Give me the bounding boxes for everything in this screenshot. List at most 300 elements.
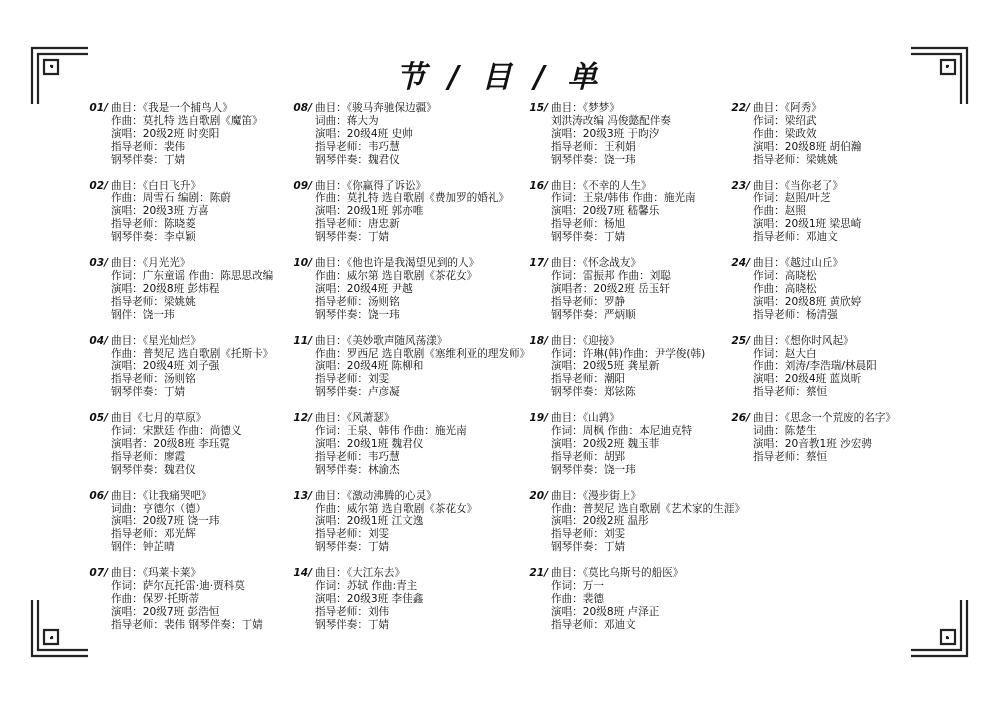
program-text: 演唱：20音教1班 沙宏骋 [753,437,872,450]
program-text: 曲目：《迎接》 [551,334,620,347]
program-detail-line [720,283,896,296]
program-number: 02/ [89,179,108,192]
program-text: 钢琴伴奏：丁婧 [551,231,626,244]
program-detail-line [720,141,896,154]
program-number: 15/ [529,102,548,114]
program-detail-line [720,348,896,361]
program-text: 作曲：梁政效 [753,127,817,140]
program-detail-line [282,425,530,438]
program-detail-line [78,283,273,296]
program-text: 作曲：普契尼 选自歌剧《托斯卡》 [111,347,274,360]
program-detail-line [518,593,745,606]
program-number: 20/ [529,489,548,502]
program-detail-line [282,309,530,322]
program-item [282,180,530,245]
program-text: 作词：王泉、韩伟 作曲：施光南 [315,425,467,438]
program-title-line [78,490,273,503]
program-text: 曲目：《山鹑》 [551,412,620,425]
program-title-line [720,257,896,270]
program-text: 钢琴伴奏：饶一玮 [551,153,636,166]
program-text: 曲目：《骏马奔驰保边疆》 [315,102,437,114]
program-text: 演唱者：20级8班 李珏霓 [111,437,230,450]
program-item [78,257,273,322]
program-number: 16/ [529,179,548,192]
program-text: 作曲：高晓松 [753,282,817,295]
program-detail-line [78,270,273,283]
program-text: 作曲：威尔第 选自歌剧《茶花女》 [315,269,478,282]
program-text: 作词：梁绍武 [753,114,817,127]
program-text: 钢琴伴奏：严炳顺 [551,308,636,321]
program-detail-line [518,464,745,477]
program-detail-line [282,386,530,399]
program-detail-line [720,360,896,373]
program-title-line [78,180,273,193]
program-text: 曲目：《莫比乌斯号的船医》 [551,567,684,580]
program-text: 演唱：20级2班 魏玉菲 [551,437,660,450]
program-text: 演唱：20级8班 胡伯瀚 [753,140,862,153]
program-item [720,257,896,322]
program-detail-line [720,309,896,322]
program-detail-line [720,296,896,309]
program-text: 指导老师：邓迪文 [753,231,838,244]
program-detail-line [720,218,896,231]
program-text: 演唱：20级3班 方喜 [111,205,209,218]
program-text: 指导老师：廖霞 [111,450,186,463]
program-text: 演唱：20级4班 蓝岚昕 [753,373,862,386]
program-text: 作词：宋默廷 作曲：尚德义 [111,425,242,438]
program-text: 钢琴伴奏：李卓颖 [111,231,196,244]
program-text: 钢琴伴奏：林渝杰 [315,463,400,476]
program-detail-line [518,115,745,128]
program-text: 演唱：20级4班 刘子强 [111,360,220,373]
program-text: 钢琴伴奏：丁婧 [315,618,390,631]
program-detail-line [720,373,896,386]
program-text: 词曲：蒋大为 [315,114,379,127]
program-text: 指导老师：裴伟 [111,140,186,153]
program-text: 演唱：20级1班 江文逸 [315,515,424,528]
program-detail-line [518,205,745,218]
program-text: 指导老师：王利娟 [551,140,636,153]
program-detail-line [282,115,530,128]
program-column [518,102,745,645]
program-number: 17/ [529,257,548,270]
program-item [78,412,273,477]
program-text: 演唱：20级3班 李佳鑫 [315,593,424,605]
program-text: 演唱：20级8班 黄欣婷 [753,295,862,308]
program-detail-line [282,296,530,309]
program-text: 曲目：《月光光》 [111,257,191,270]
program-number: 13/ [293,489,312,502]
program-number: 18/ [529,334,548,347]
program-text: 曲目：《阿秀》 [753,102,822,114]
program-text: 演唱：20级5班 龚星新 [551,360,660,373]
program-detail-line [282,128,530,141]
program-detail-line [282,192,530,205]
program-text: 钢琴伴奏：魏君仪 [111,463,196,476]
program-item [518,412,745,477]
program-detail-line [720,192,896,205]
program-column [78,102,273,645]
program-text: 指导老师：裴伟 钢琴伴奏：丁婧 [111,618,263,631]
program-text: 钢琴伴奏：丁婧 [315,541,390,554]
program-detail-line [518,141,745,154]
program-detail-line [518,373,745,386]
program-text: 演唱：20级7班 饶一玮 [111,515,220,528]
program-detail-line [518,154,745,167]
program-text: 指导老师：汤则铭 [315,295,400,308]
program-item [720,180,896,245]
program-number: 09/ [293,179,312,192]
program-detail-line [518,128,745,141]
program-title-line [282,335,530,348]
program-title-line [282,102,530,115]
program-number: 05/ [89,412,108,425]
program-detail-line [518,296,745,309]
program-text: 作曲：赵照 [753,205,806,218]
program-detail-line [518,541,745,554]
program-title-line [518,412,745,425]
program-item [282,102,530,167]
program-text: 刘洪涛改编 冯俊懿配伴奏 [551,114,671,127]
program-text: 钢琴伴奏：丁婧 [551,541,626,554]
program-column [720,102,896,477]
program-title-line [518,257,745,270]
program-detail-line [78,296,273,309]
program-text: 曲目：《怀念战友》 [551,257,642,270]
program-detail-line [78,128,273,141]
program-detail-line [282,593,530,606]
program-text: 指导老师：刘雯 [551,528,626,541]
program-text: 指导老师：刘伟 [315,605,390,618]
program-number: 03/ [89,257,108,270]
program-detail-line [78,580,273,593]
program-detail-line [78,528,273,541]
corner-ornament-top-right [911,44,971,104]
program-text: 钢伴：钟芷晴 [111,541,175,554]
program-item [78,102,273,167]
program-detail-line [78,360,273,373]
program-text: 曲目：《当你老了》 [753,179,844,192]
program-text: 曲目《七月的草原》 [111,412,207,425]
program-text: 指导老师：唐忠新 [315,218,400,231]
program-detail-line [518,580,745,593]
program-text: 曲目：《星光灿烂》 [111,334,202,347]
program-text: 作曲：刘涛/李浩瑞/林晨阳 [753,360,877,373]
program-detail-line [78,386,273,399]
program-title-line [518,490,745,503]
program-detail-line [518,606,745,619]
program-number: 10/ [293,257,312,270]
program-text: 演唱：20级8班 彭炜程 [111,282,220,295]
program-text: 指导老师：罗静 [551,295,626,308]
program-text: 作曲：罗西尼 选自歌剧《塞维利亚的理发师》 [315,347,531,360]
program-text: 曲目：《风萧瑟》 [315,412,395,425]
program-text: 曲目：《不幸的人生》 [551,179,652,192]
program-title-line [282,412,530,425]
program-text: 曲目：《大江东去》 [315,567,406,580]
program-detail-line [518,386,745,399]
program-detail-line [78,218,273,231]
program-title-line [518,335,745,348]
program-item [518,567,745,632]
program-text: 钢琴伴奏：卢彦凝 [315,386,400,399]
program-detail-line [282,141,530,154]
program-text: 钢琴伴奏：丁婧 [111,153,186,166]
program-detail-line [518,425,745,438]
program-detail-line [518,438,745,451]
program-detail-line [518,348,745,361]
program-number: 01/ [89,102,108,114]
program-number: 08/ [293,102,312,114]
program-text: 作曲：周雪石 编剧：陈蔚 [111,192,231,205]
program-item [518,257,745,322]
program-text: 作词：萨尔瓦托雷·迪·贾科莫 [111,580,245,593]
program-item [720,102,896,167]
program-detail-line [720,425,896,438]
program-item [518,180,745,245]
program-text: 曲目：《让我痛哭吧》 [111,489,212,502]
program-text: 作词：广东童谣 作曲：陈思思改编 [111,269,274,282]
program-text: 演唱：20级2班 温彤 [551,515,649,528]
program-detail-line [282,464,530,477]
program-detail-line [78,464,273,477]
program-text: 指导老师：韦巧慧 [315,450,400,463]
program-item [720,412,896,464]
program-detail-line [78,192,273,205]
program-detail-line [518,218,745,231]
program-detail-line [518,192,745,205]
program-text: 指导老师：邓光辉 [111,528,196,541]
program-item [518,102,745,167]
program-text: 指导老师：韦巧慧 [315,140,400,153]
program-item [282,257,530,322]
program-item [518,490,745,555]
program-text: 演唱：20级3班 于昀汐 [551,127,660,140]
program-number: 06/ [89,489,108,502]
program-number: 21/ [529,567,548,580]
program-number: 25/ [731,334,750,347]
program-detail-line [78,231,273,244]
program-detail-line [282,515,530,528]
corner-ornament-top-left [28,44,88,104]
program-detail-line [518,309,745,322]
program-title-line [518,567,745,580]
program-item [518,335,745,400]
program-text: 作曲：保罗·托斯蒂 [111,593,200,605]
program-number: 11/ [293,334,312,347]
program-detail-line [282,619,530,632]
program-detail-line [78,205,273,218]
program-text: 作词：雷振邦 作曲：刘聪 [551,269,671,282]
program-text: 曲目：《思念一个荒废的名字》 [753,412,897,425]
program-detail-line [78,425,273,438]
program-text: 作词：王泉/韩伟 作曲：施光南 [551,192,696,205]
program-text: 指导老师：胡郢 [551,450,626,463]
program-text: 指导老师：蔡恒 [753,450,828,463]
program-detail-line [720,154,896,167]
program-detail-line [78,541,273,554]
program-text: 曲目：《激动沸腾的心灵》 [315,489,437,502]
program-detail-line [720,231,896,244]
program-detail-line [78,451,273,464]
program-text: 作词：赵大白 [753,347,817,360]
program-text: 指导老师：邓迪文 [551,618,636,631]
program-title-line [282,257,530,270]
program-number: 04/ [89,334,108,347]
program-text: 作词：苏轼 作曲:青主 [315,580,418,593]
program-title-line [720,412,896,425]
program-detail-line [518,283,745,296]
program-column [282,102,530,645]
program-detail-line [518,270,745,283]
program-title-line [518,102,745,115]
program-detail-line [78,154,273,167]
program-detail-line [282,205,530,218]
program-item [78,335,273,400]
program-detail-line [78,309,273,322]
program-detail-line [78,141,273,154]
program-title-line [720,102,896,115]
program-number: 26/ [731,412,750,425]
program-detail-line [78,515,273,528]
program-text: 演唱：20级4班 尹越 [315,282,413,295]
program-detail-line [78,606,273,619]
program-text: 钢琴伴奏：魏君仪 [315,153,400,166]
program-text: 词曲：亨德尔（德） [111,502,207,515]
program-text: 钢琴伴奏：丁婧 [315,231,390,244]
program-item [78,490,273,555]
program-text: 曲目：《漫步街上》 [551,489,642,502]
program-text: 指导老师：梁姚姚 [753,153,838,166]
program-number: 24/ [731,257,750,270]
program-detail-line [282,606,530,619]
program-detail-line [518,515,745,528]
program-number: 22/ [731,102,750,114]
program-text: 作词：许琳(韩)作曲：尹学俊(韩) [551,347,706,360]
program-text: 指导老师：蔡恒 [753,386,828,399]
program-detail-line [282,231,530,244]
program-detail-line [78,373,273,386]
program-text: 演唱：20级1班 郭亦唯 [315,205,424,218]
program-title-line [720,180,896,193]
program-text: 曲目：《我是一个捕鸟人》 [111,102,233,114]
program-text: 演唱：20级1班 梁思崎 [753,218,862,231]
program-text: 指导老师：汤则铭 [111,373,196,386]
program-text: 钢琴伴奏：郑铉陈 [551,386,636,399]
program-text: 曲目：《美妙歌声随风荡漾》 [315,334,448,347]
program-detail-line [282,503,530,516]
program-title-line [282,490,530,503]
program-detail-line [282,154,530,167]
program-text: 作曲：威尔第 选自歌剧《茶花女》 [315,502,478,515]
program-detail-line [78,593,273,606]
program-text: 作词：高晓松 [753,269,817,282]
program-text: 钢琴伴奏：饶一玮 [551,463,636,476]
program-text: 指导老师：陈晓菱 [111,218,196,231]
program-detail-line [720,386,896,399]
program-detail-line [282,218,530,231]
program-text: 作曲：普契尼 选自歌剧《艺术家的生涯》 [551,502,746,515]
program-title-line [720,335,896,348]
program-text: 作词：周枫 作曲：本尼迪克特 [551,425,693,438]
program-detail-line [720,438,896,451]
program-text: 曲目：《你赢得了诉讼》 [315,179,427,192]
program-detail-line [720,128,896,141]
program-text: 指导老师：杨清强 [753,308,838,321]
program-text: 作曲：莫扎特 选自歌剧《魔笛》 [111,114,263,127]
program-text: 指导老师：梁姚姚 [111,295,196,308]
program-detail-line [518,528,745,541]
program-text: 指导老师：刘雯 [315,528,390,541]
program-text: 演唱：20级4班 陈柳和 [315,360,424,373]
program-text: 演唱：20级4班 史帅 [315,127,413,140]
program-title-line [78,335,273,348]
program-number: 12/ [293,412,312,425]
program-text: 指导老师：潮阳 [551,373,626,386]
program-detail-line [518,503,745,516]
program-title-line [78,102,273,115]
program-detail-line [282,580,530,593]
program-title-line [282,180,530,193]
program-number: 23/ [731,179,750,192]
program-text: 词曲：陈楚生 [753,425,817,438]
program-text: 曲目：《想你时风起》 [753,334,854,347]
program-title-line [518,180,745,193]
program-title-line [78,257,273,270]
program-text: 曲目：《白日飞升》 [111,179,202,192]
program-detail-line [282,360,530,373]
program-detail-line [518,360,745,373]
program-text: 演唱：20级8班 卢泽正 [551,605,660,618]
program-text: 钢琴伴奏：饶一玮 [315,308,400,321]
program-text: 演唱者：20级2班 岳玉轩 [551,282,670,295]
program-text: 曲目：《玛莱卡莱》 [111,567,202,580]
program-detail-line [78,619,273,632]
program-text: 演唱：20级7班 彭浩恒 [111,605,220,618]
program-detail-line [720,115,896,128]
corner-ornament-bottom-right [911,600,971,660]
program-item [282,412,530,477]
program-text: 钢琴伴奏：丁婧 [111,386,186,399]
program-detail-line [720,451,896,464]
program-item [282,335,530,400]
program-detail-line [282,283,530,296]
program-detail-line [720,205,896,218]
program-detail-line [282,373,530,386]
program-item [78,567,273,632]
program-text: 作曲：裴德 [551,593,604,605]
program-detail-line [518,231,745,244]
program-text: 作词：万一 [551,580,604,593]
program-detail-line [282,348,530,361]
program-detail-line [78,438,273,451]
program-text: 曲目：《越过山丘》 [753,257,844,270]
program-detail-line [282,528,530,541]
program-detail-line [78,115,273,128]
program-title-line [78,567,273,580]
program-detail-line [282,270,530,283]
program-detail-line [78,503,273,516]
program-text: 指导老师：刘雯 [315,373,390,386]
program-text: 曲目：《他也许是我渴望见到的人》 [315,257,480,270]
program-detail-line [518,451,745,464]
program-detail-line [720,270,896,283]
program-detail-line [282,541,530,554]
program-text: 演唱：20级1班 魏君仪 [315,437,424,450]
program-number: 19/ [529,412,548,425]
program-detail-line [518,619,745,632]
program-text: 指导老师：杨旭 [551,218,626,231]
